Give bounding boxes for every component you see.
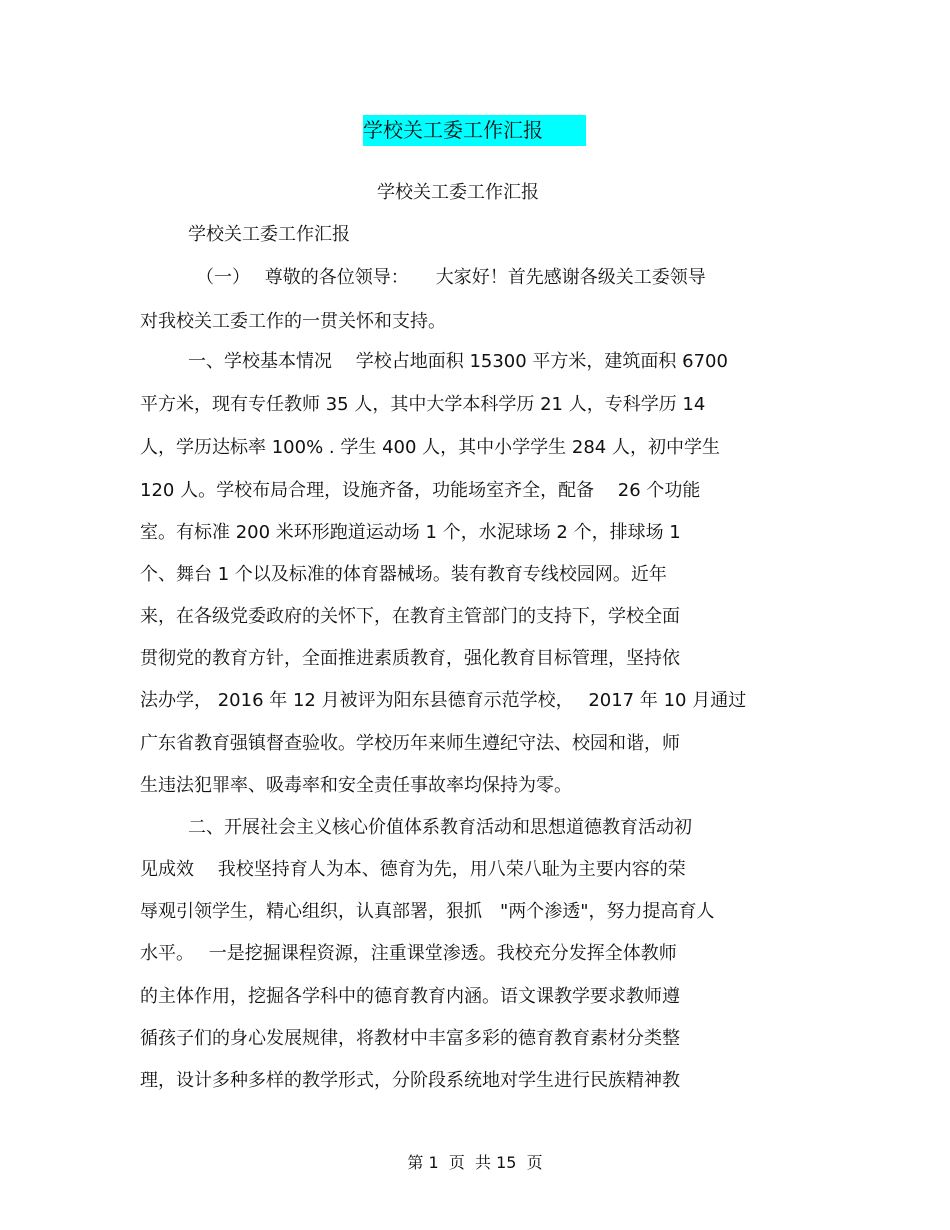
paragraph-line: 理，设计多种多样的教学形式，分阶段系统地对学生进行民族精神教 [140, 1070, 680, 1091]
paragraph-line: 一、学校基本情况 学校占地面积 15300 平方米，建筑面积 6700 [188, 351, 728, 372]
paragraph-line: 生违法犯罪率、吸毒率和安全责任事故率均保持为零。 [140, 775, 572, 796]
paragraph-line: 120 人。学校布局合理，设施齐备，功能场室齐全，配备 26 个功能 [140, 480, 701, 501]
paragraph-line: 室。有标准 200 米环形跑道运动场 1 个，水泥球场 2 个，排球场 1 [140, 522, 681, 543]
highlighted-title: 学校关工委工作汇报 [363, 115, 586, 146]
heading: 学校关工委工作汇报 [188, 224, 350, 245]
paragraph-line: 对我校关工委工作的一贯关怀和支持。 [140, 311, 446, 332]
paragraph-line: 广东省教育强镇督查验收。学校历年来师生遵纪守法、校园和谐，师 [140, 733, 680, 754]
paragraph-line: 见成效 我校坚持育人为本、德育为先，用八荣八耻为主要内容的荣 [140, 859, 686, 880]
paragraph-line: 个、舞台 1 个以及标准的体育器械场。装有教育专线校园网。近年 [140, 564, 667, 585]
subtitle: 学校关工委工作汇报 [377, 182, 539, 203]
paragraph-line: 的主体作用，挖掘各学科中的德育教育内涵。语文课教学要求教师遵 [140, 986, 680, 1007]
paragraph-line: 人，学历达标率 100% . 学生 400 人，其中小学学生 284 人，初中学生 [140, 437, 720, 458]
paragraph-line: 二、开展社会主义核心价值体系教育活动和思想道德教育活动初 [188, 817, 692, 838]
paragraph-line: 来，在各级党委政府的关怀下，在教育主管部门的支持下，学校全面 [140, 606, 680, 627]
paragraph-line: 法办学， 2016 年 12 月被评为阳东县德育示范学校， 2017 年 10 月通过 [140, 690, 747, 711]
paragraph-line: 平方米，现有专任教师 35 人，其中大学本科学历 21 人，专科学历 14 [140, 394, 706, 415]
paragraph-line: （一） 尊敬的各位领导： 大家好！首先感谢各级关工委领导 [196, 267, 706, 288]
paragraph-line: 循孩子们的身心发展规律，将教材中丰富多彩的德育教育素材分类整 [140, 1028, 680, 1049]
paragraph-line: 贯彻党的教育方针，全面推进素质教育，强化教育目标管理，坚持依 [140, 648, 680, 669]
paragraph-line: 辱观引领学生，精心组织，认真部署，狠抓 "两个渗透"，努力提高育人 [140, 901, 715, 922]
page-number-footer: 第 1 页 共 15 页 [407, 1153, 543, 1172]
paragraph-line: 水平。 一是挖掘课程资源，注重课堂渗透。我校充分发挥全体教师 [140, 943, 677, 964]
